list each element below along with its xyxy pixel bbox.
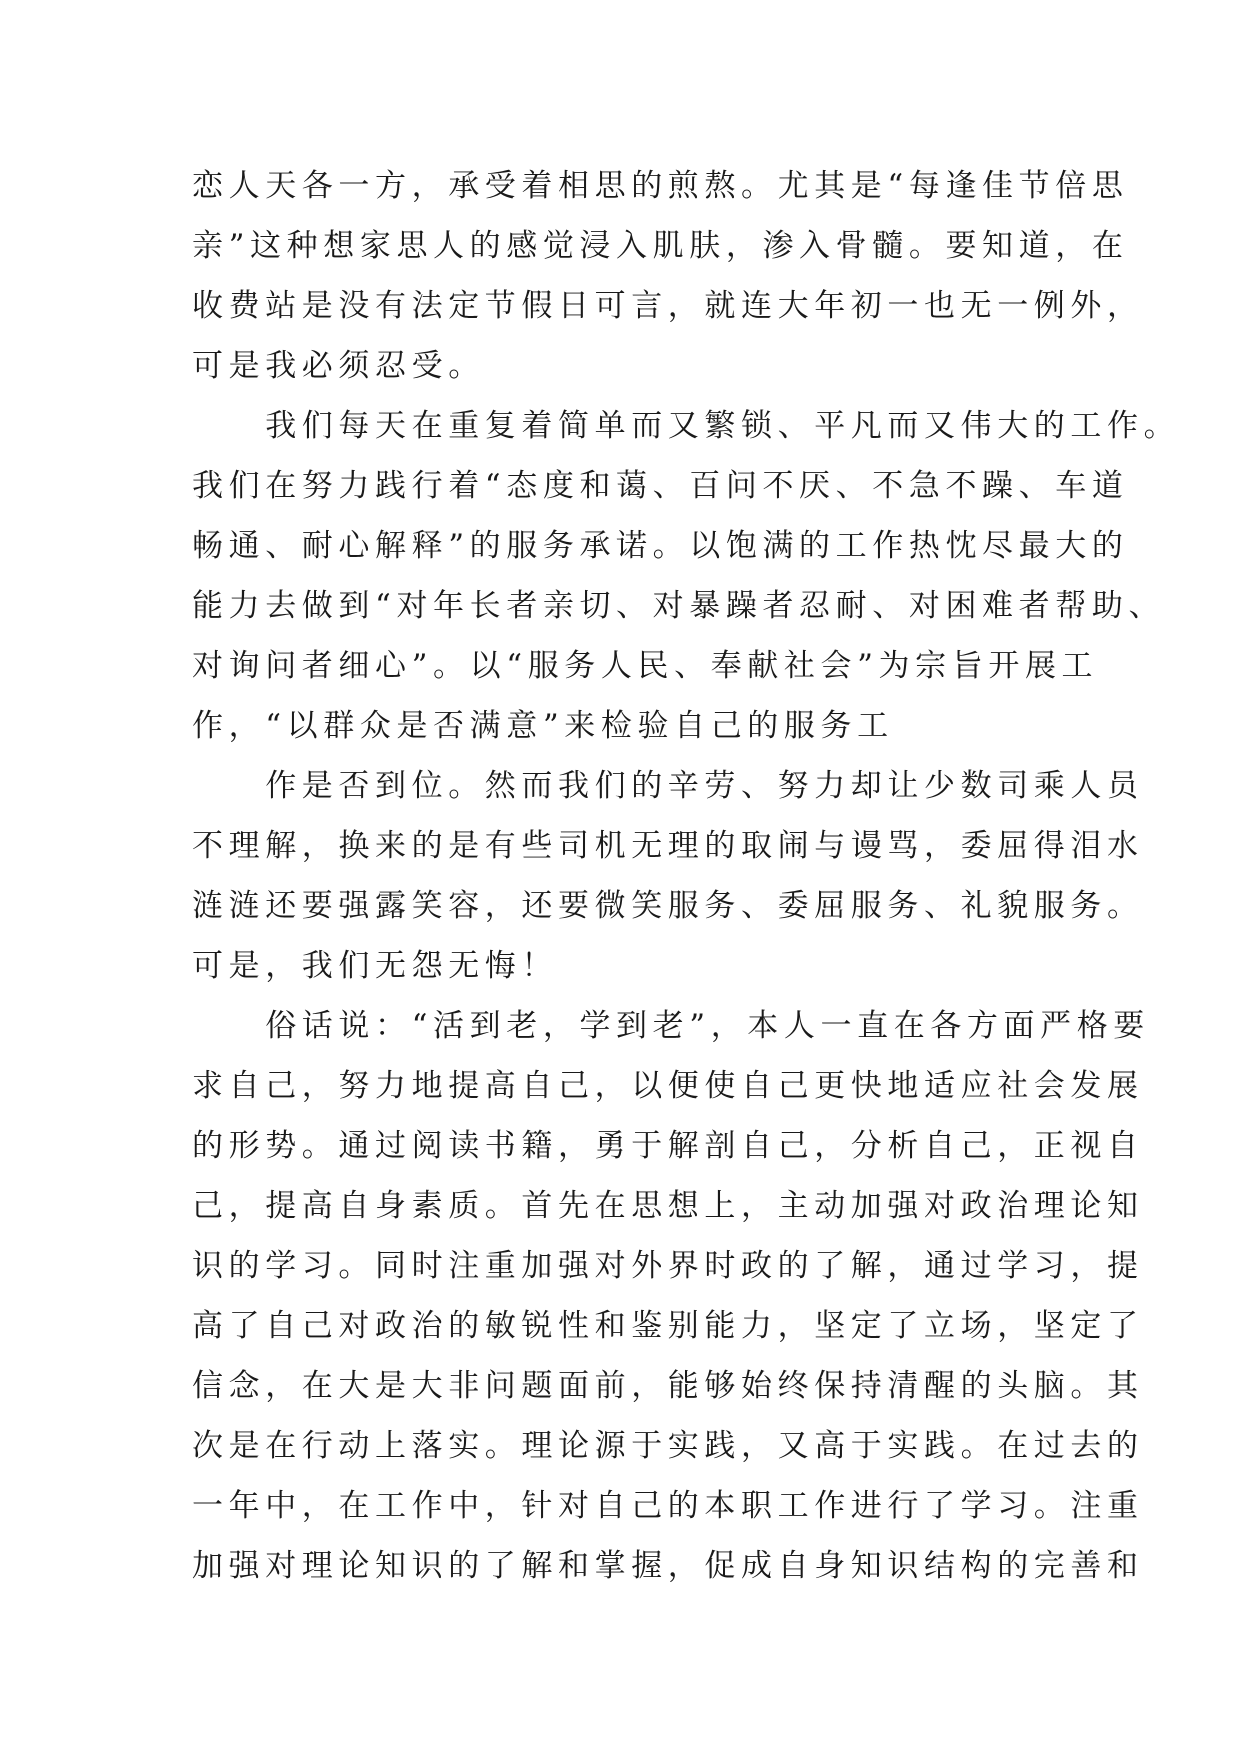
text-line: 能力去做到“对年长者亲切、对暴躁者忍耐、对困难者帮助、 [192, 588, 1166, 624]
text-line: 可是我必须忍受。 [192, 348, 485, 384]
text-line: 信念，在大是大非问题面前，能够始终保持清醒的头脑。其 [192, 1368, 1144, 1404]
text-line: 涟涟还要强露笑容，还要微笑服务、委屈服务、礼貌服务。 [192, 888, 1144, 924]
body-text [192, 156, 1181, 1596]
text-line: 畅通、耐心解释”的服务承诺。以饱满的工作热忱尽最大的 [192, 528, 1129, 564]
text-line: 己，提高自身素质。首先在思想上，主动加强对政治理论知 [192, 1188, 1144, 1224]
text-line: 作，“以群众是否满意”来检验自己的服务工 [192, 708, 894, 744]
text-line: 高了自己对政治的敏锐性和鉴别能力，坚定了立场，坚定了 [192, 1308, 1144, 1344]
text-line: 的形势。通过阅读书籍，勇于解剖自己，分析自己，正视自 [192, 1128, 1144, 1164]
text-line: 不理解，换来的是有些司机无理的取闹与谩骂，委屈得泪水 [192, 828, 1144, 864]
text-line: 收费站是没有法定节假日可言，就连大年初一也无一例外， [192, 288, 1144, 324]
text-line: 一年中，在工作中，针对自己的本职工作进行了学习。注重 [192, 1488, 1144, 1524]
text-line: 求自己，努力地提高自己，以便使自己更快地适应社会发展 [192, 1068, 1144, 1104]
text-line: 对询问者细心”。以“服务人民、奉献社会”为宗旨开展工 [192, 648, 1099, 684]
text-line: 可是，我们无怨无悔！ [192, 948, 558, 984]
text-line: 我们每天在重复着简单而又繁锁、平凡而又伟大的工作。 [192, 408, 1181, 444]
text-line: 加强对理论知识的了解和掌握，促成自身知识结构的完善和 [192, 1548, 1144, 1584]
text-line: 作是否到位。然而我们的辛劳、努力却让少数司乘人员 [192, 768, 1144, 804]
text-line: 我们在努力践行着“态度和蔼、百问不厌、不急不躁、车道 [192, 468, 1129, 504]
text-line: 恋人天各一方，承受着相思的煎熬。尤其是“每逢佳节倍思 [192, 168, 1129, 204]
text-line: 俗话说：“活到老，学到老”，本人一直在各方面严格要 [192, 1008, 1150, 1044]
text-line: 次是在行动上落实。理论源于实践，又高于实践。在过去的 [192, 1428, 1144, 1464]
text-line: 亲”这种想家思人的感觉浸入肌肤，渗入骨髓。要知道，在 [192, 228, 1129, 264]
text-line: 识的学习。同时注重加强对外界时政的了解，通过学习，提 [192, 1248, 1144, 1284]
